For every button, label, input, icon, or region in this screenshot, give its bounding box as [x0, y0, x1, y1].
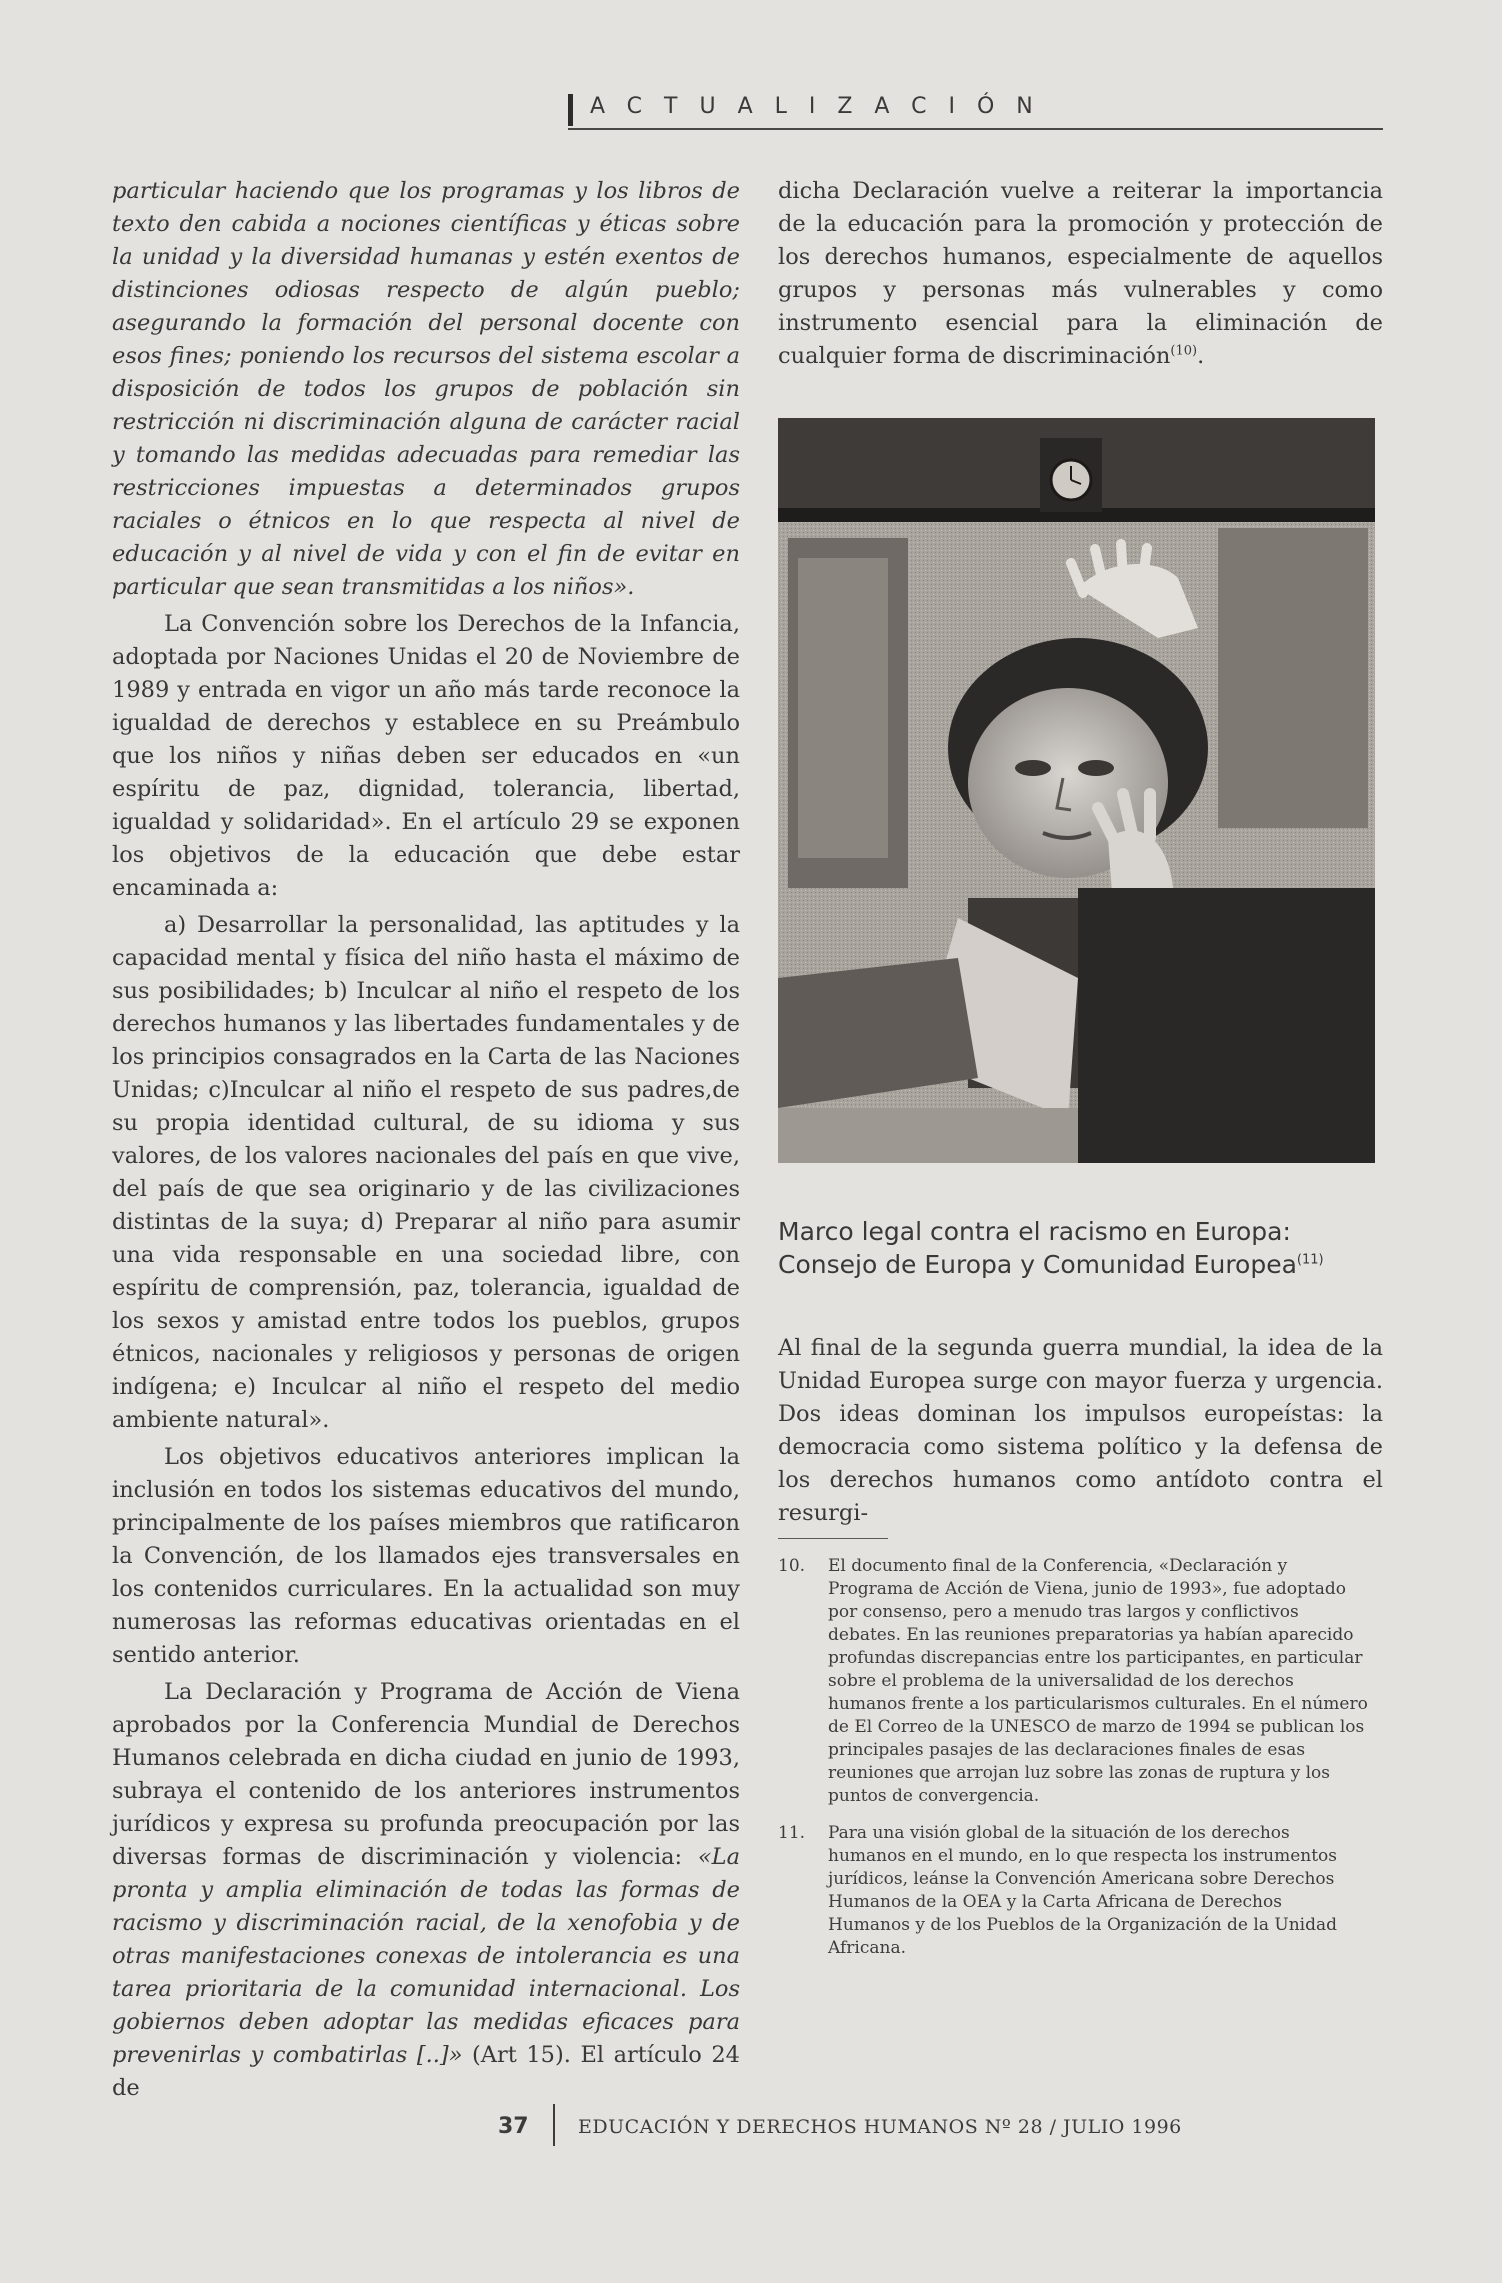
paragraph: a) Desarrollar la personalidad, las aptitudes y la capacidad mental y física del niño hasta el máximo de sus posibilidades; b) Inculcar al niño el respeto de los derechos humanos y las libertades fundamentales y de los principios consagrados en la Carta de las Naciones Unidas; c)Inculcar al niño el respeto de sus padres,de su propia identidad cultural, de su idioma y sus valores, de los valores nacionales del país en que vive, del país de que sea originario y de las civilizaciones distintas de la suya; d) Preparar al niño para asumir una vida responsable en una sociedad libre, con espíritu de comprensión, paz, tolerancia, igualdad de los sexos y amistad entre todos los pueblos, grupos étnicos, nacionales y religiosos y personas de origen indígena; e) Inculcar al niño el respeto del medio ambiente natural».: [112, 912, 740, 1433]
paragraph-text: (Art 15). El artículo 24 de: [112, 2042, 740, 2101]
footnote-text: El documento final de la Conferencia, «Declaración y Programa de Acción de Viena, junio de 1993», fue adoptado por consenso, pero a menudo tras largos y conflictivos debates. En las reuniones preparatorias ya habían aparecido profundas discrepancias entre los participantes, en particular sobre el problema de la universalidad de los derechos humanos frente a los particularismos culturales. En el número de El Correo de la UNESCO de marzo de 1994 se publican los principales pasajes de las declaraciones finales de esas reuniones que arrojan luz sobre las zonas de ruptura y los puntos de convergencia.: [828, 1556, 1368, 1806]
paragraph: Los objetivos educativos anteriores implican la inclusión en todos los sistemas educativos del mundo, principalmente de los países miembros que ratificaron la Convención, de los llamados ejes transversales en los contenidos curriculares. En la actualidad son muy numerosas las reformas educativas orientadas en el sentido anterior.: [112, 1444, 740, 1668]
footer-divider: [553, 2104, 555, 2146]
footnote: [778, 1555, 1368, 1808]
paragraph-quote: «La pronta y amplia eliminación de todas las formas de racismo y discriminación racial, de la xenofobia y de otras manifestaciones conexas de intolerancia es una tarea prioritaria de la comunidad internacional. Los gobiernos deben adoptar las medidas eficaces para prevenirlas y combatirlas [..]»: [112, 1844, 740, 2068]
footnote-ref: (10): [1170, 343, 1198, 359]
section-title-text: Marco legal contra el racismo en Europa: Consejo de Europa y Comunidad Europea: [778, 1217, 1297, 1279]
footnotes: [778, 1555, 1368, 1974]
photo-collage: [778, 418, 1375, 1163]
right-column: [778, 175, 1383, 373]
journal-title: EDUCACIÓN Y DERECHOS HUMANOS Nº 28 / JULIO 1996: [578, 2116, 1182, 2138]
paragraph-text: dicha Declaración vuelve a reiterar la importancia de la educación para la promoción y protección de los derechos humanos, especialmente de aquellos grupos y personas más vulnerables y como instrumento esencial para la eliminación de cualquier forma de discriminación: [778, 178, 1383, 369]
photo-collage-icon: [778, 418, 1375, 1163]
paragraph: [778, 175, 1383, 373]
section-label: ACTUALIZACIÓN: [590, 94, 1055, 119]
header-bar: [568, 94, 573, 126]
paragraph: Al final de la segunda guerra mundial, la idea de la Unidad Europea surge con mayor fuerza y urgencia. Dos ideas dominan los impulsos europeístas: la democracia como sistema político y la defensa de los derechos humanos como antídoto contra el resurgi-: [778, 1335, 1383, 1526]
footnote-text: Para una visión global de la situación de los derechos humanos en el mundo, en lo que respecta los instrumentos jurídicos, leánse la Convención Americana sobre Derechos Humanos de la OEA y la Carta Africana de Derechos Humanos y de los Pueblos de la Organización de la Unidad Africana.: [828, 1823, 1337, 1958]
section-title: [778, 1215, 1383, 1281]
footnote-number: 11.: [778, 1823, 806, 1843]
paragraph: La Convención sobre los Derechos de la Infancia, adoptada por Naciones Unidas el 20 de Noviembre de 1989 y entrada en vigor un año más tarde reconoce la igualdad de derechos y establece en su Preámbulo que los niños y niñas deben ser educados en «un espíritu de paz, dignidad, tolerancia, libertad, igualdad y solidaridad». En el artículo 29 se exponen los objetivos de la educación que debe estar encaminada a:: [112, 611, 740, 901]
paragraph-quote: particular haciendo que los programas y los libros de texto den cabida a nociones científicas y éticas sobre la unidad y la diversidad humanas y estén exentos de distinciones odiosas respecto de algún pueblo; asegurando la formación del personal docente con esos fines; poniendo los recursos del sistema escolar a disposición de todos los grupos de población sin restricción ni discriminación alguna de carácter racial y tomando las medidas adecuadas para remediar las restricciones impuestas a determinados grupos raciales o étnicos en lo que respecta al nivel de educación y al nivel de vida y con el fin de evitar en particular que sean transmitidas a los niños».: [112, 178, 740, 600]
section-header: [568, 88, 1383, 130]
paragraph: [112, 1676, 740, 2105]
footnote: [778, 1822, 1368, 1960]
page-number: 37: [498, 2114, 529, 2139]
section-body: [778, 1332, 1383, 1530]
left-column: [112, 175, 740, 2105]
paragraph-text: La Declaración y Programa de Acción de Viena aprobados por la Conferencia Mundial de Derechos Humanos celebrada en dicha ciudad en junio de 1993, subraya el contenido de los anteriores instrumentos jurídicos y expresa su profunda preocupación por las diversas formas de discriminación y violencia:: [112, 1679, 740, 1870]
footnote-ref: (11): [1296, 1252, 1324, 1268]
footnote-number: 10.: [778, 1556, 806, 1576]
paragraph-text: .: [1197, 343, 1205, 369]
footnote-divider: [778, 1538, 888, 1539]
